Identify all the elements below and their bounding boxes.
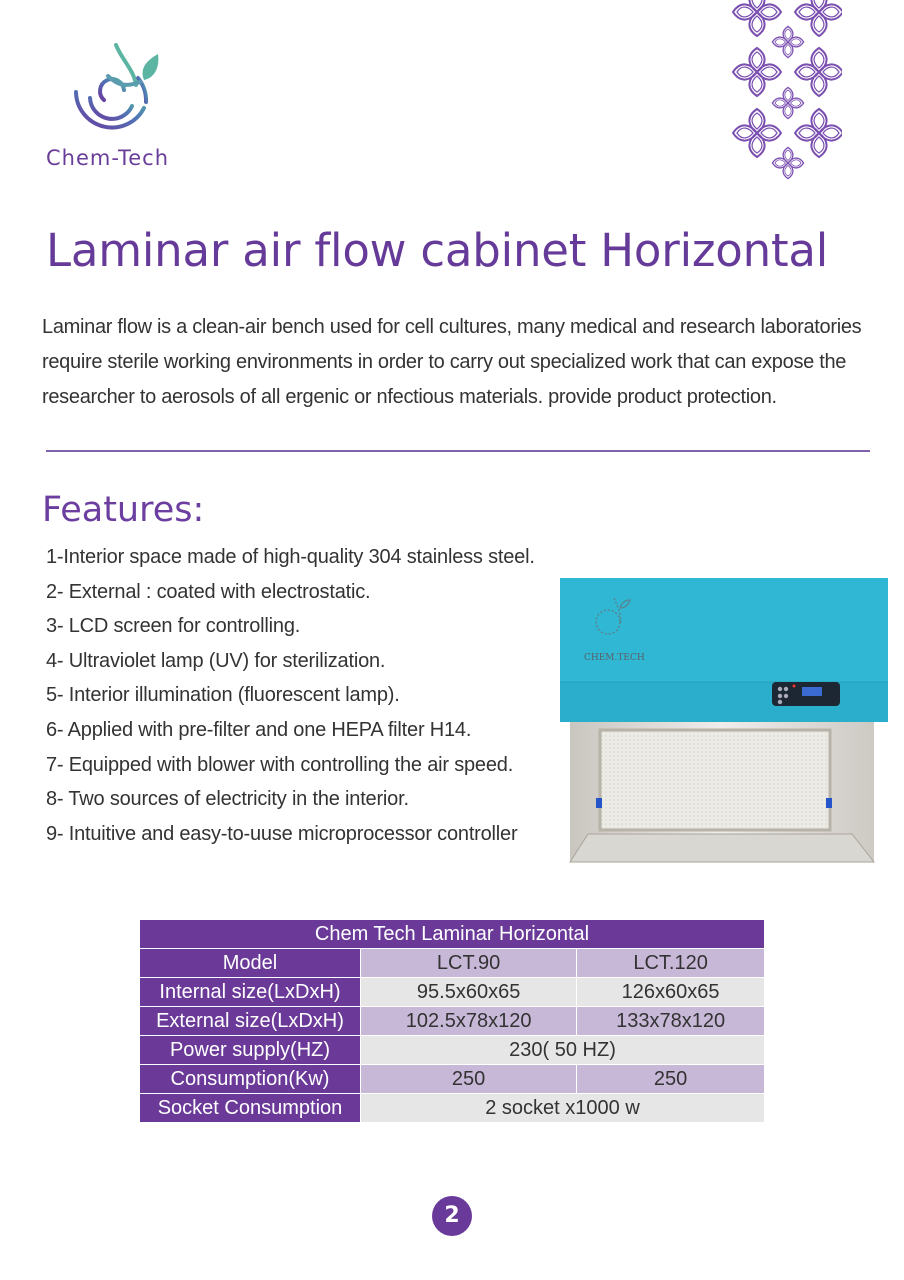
cabinet-brand-label: CHEM.TECH	[584, 653, 645, 663]
brand-name: Chem-Tech	[46, 146, 170, 170]
table-caption: Chem Tech Laminar Horizontal	[140, 920, 765, 949]
feature-item: 4- Ultraviolet lamp (UV) for sterilization.	[46, 649, 386, 672]
row-label: Socket Consumption	[140, 1094, 361, 1123]
chem-tech-logo-icon	[64, 40, 164, 140]
page-number-badge: 2	[432, 1196, 472, 1236]
cell-lct120: 126x60x65	[577, 978, 765, 1007]
decorative-ornament-icon	[712, 0, 842, 190]
table-caption-row	[140, 920, 765, 949]
row-label: External size(LxDxH)	[140, 1007, 361, 1036]
row-label: Power supply(HZ)	[140, 1036, 361, 1065]
section-divider	[46, 450, 870, 452]
table-row	[140, 978, 765, 1007]
table-row	[140, 1094, 765, 1123]
features-list	[46, 540, 535, 851]
spec-table	[139, 919, 765, 1123]
row-label: Consumption(Kw)	[140, 1065, 361, 1094]
cell-merged: 230( 50 HZ)	[361, 1036, 765, 1065]
cell-lct90: 102.5x78x120	[361, 1007, 577, 1036]
feature-item: 1-Interior space made of high-quality 304 stainless steel.	[46, 546, 535, 568]
feature-item: 5- Interior illumination (fluorescent lamp).	[46, 684, 400, 707]
product-image-laminar-cabinet	[560, 578, 890, 868]
feature-item: 2- External : coated with electrostatic.	[46, 580, 371, 603]
feature-item: 7- Equipped with blower with controlling the air speed.	[46, 753, 514, 776]
feature-item: 9- Intuitive and easy-to-uuse microprocessor controller	[46, 822, 518, 845]
table-row	[140, 949, 765, 978]
cell-merged: 2 socket x1000 w	[361, 1094, 765, 1123]
lcd-control-panel	[772, 682, 840, 706]
cell-lct120: 133x78x120	[577, 1007, 765, 1036]
table-row	[140, 1036, 765, 1065]
page-title: Laminar air flow cabinet Horizontal	[46, 224, 829, 277]
table-row	[140, 1065, 765, 1094]
row-label: Model	[140, 949, 361, 978]
socket-right	[826, 798, 832, 808]
socket-left	[596, 798, 602, 808]
table-row	[140, 1007, 765, 1036]
feature-item: 3- LCD screen for controlling.	[46, 615, 301, 638]
cell-lct120: LCT.120	[577, 949, 765, 978]
features-heading: Features:	[42, 490, 205, 530]
intro-paragraph: Laminar flow is a clean-air bench used for cell cultures, many medical and research laboratories require sterile working environments in order to carry out specialized work that can expose the researcher to aerosols of all ergenic or nfectious materials. provide product protection.	[42, 316, 862, 408]
cabinet-hood	[560, 578, 888, 686]
hepa-filter	[600, 730, 830, 830]
cell-lct90: 95.5x60x65	[361, 978, 577, 1007]
cell-lct90: LCT.90	[361, 949, 577, 978]
row-label: Internal size(LxDxH)	[140, 978, 361, 1007]
cell-lct90: 250	[361, 1065, 577, 1094]
feature-item: 6- Applied with pre-filter and one HEPA filter H14.	[46, 718, 472, 741]
cell-lct120: 250	[577, 1065, 765, 1094]
feature-item: 8- Two sources of electricity in the interior.	[46, 788, 409, 811]
brand-logo	[44, 40, 184, 180]
